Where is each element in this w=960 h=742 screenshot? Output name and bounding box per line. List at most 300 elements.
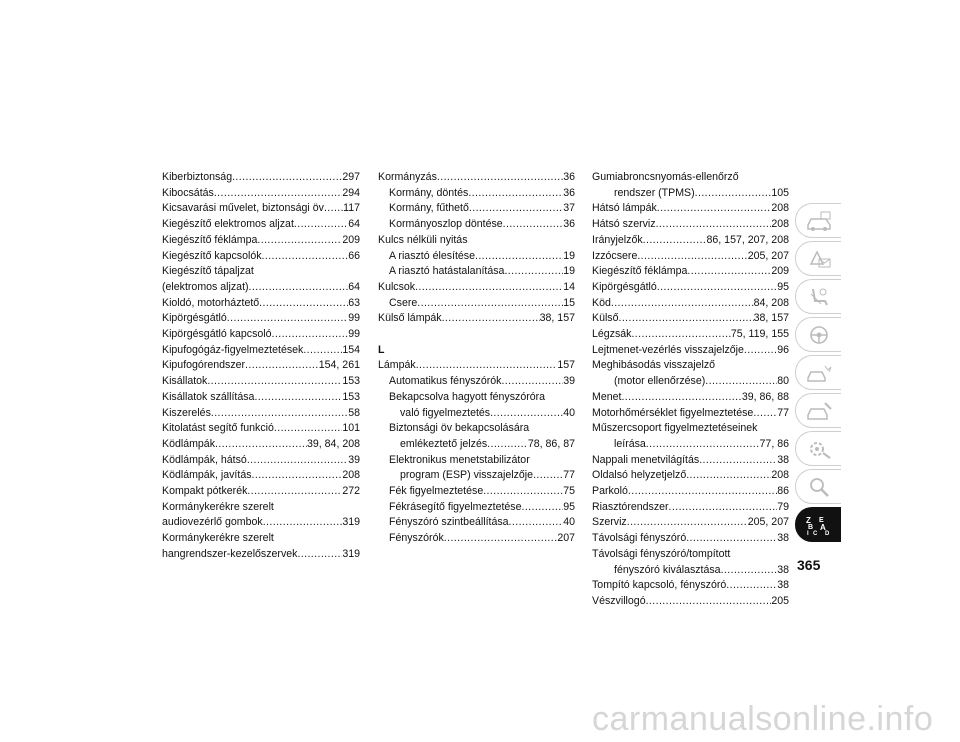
index-term: Külső	[592, 312, 619, 325]
index-entry	[378, 515, 575, 531]
page-reference[interactable]: 36	[563, 186, 575, 199]
index-term: Motorhőmérséklet figyelmeztetése	[592, 406, 754, 419]
index-term: Fényszóró szintbeállítása	[389, 516, 509, 529]
dot-leader	[257, 233, 342, 249]
page-reference[interactable]: 95	[563, 500, 575, 513]
index-entry	[592, 311, 789, 327]
index-term: Kulcsok	[378, 280, 416, 293]
page-reference[interactable]: 99	[348, 328, 360, 341]
tab-safety[interactable]	[795, 279, 841, 314]
page-reference[interactable]: 39	[563, 375, 575, 388]
dot-leader	[744, 343, 777, 359]
index-term: Kiegészítő féklámpa	[592, 265, 688, 278]
index-term: Kicsavarási művelet, biztonsági öv	[162, 202, 324, 215]
index-term: Kormányzás	[378, 171, 437, 183]
warning-envelope-icon	[805, 248, 833, 270]
page-reference[interactable]: 38	[777, 532, 789, 545]
page-reference[interactable]: 40	[563, 406, 575, 419]
dot-leader	[628, 484, 777, 500]
index-entry	[378, 296, 575, 312]
index-entry	[592, 437, 789, 453]
index-term: Kiberbiztonság	[162, 171, 233, 183]
index-entry	[592, 500, 789, 516]
page-reference[interactable]: 208	[771, 218, 789, 231]
index-entry	[378, 311, 575, 327]
index-entry	[378, 468, 575, 484]
svg-text:Z: Z	[805, 515, 811, 525]
dot-leader	[487, 437, 528, 453]
dot-leader	[686, 468, 771, 484]
index-entry: Elektronikus menetstabilizátor	[389, 453, 530, 466]
index-entry	[162, 374, 360, 390]
dot-leader	[753, 406, 777, 422]
dot-leader	[699, 453, 777, 469]
index-term: Kipörgésgátló kapcsoló	[162, 328, 272, 341]
index-entry	[378, 170, 575, 186]
page-reference[interactable]: 319	[342, 547, 360, 560]
dot-leader	[686, 531, 777, 547]
svg-text:D: D	[824, 530, 829, 536]
index-term: A riasztó élesítése	[389, 249, 475, 262]
index-term: Ködlámpák, hátsó	[162, 453, 247, 466]
index-term: Kibocsátás	[162, 186, 214, 199]
steering-wheel-icon	[805, 324, 833, 346]
dot-leader	[631, 327, 730, 343]
tab-index[interactable]	[795, 507, 841, 542]
dot-leader	[303, 343, 342, 359]
page-reference[interactable]: 58	[348, 406, 360, 419]
dot-leader	[611, 296, 754, 312]
index-entry	[592, 233, 789, 249]
index-term: Fékrásegítő figyelmeztetése	[389, 500, 522, 513]
index-entry	[162, 280, 360, 296]
dot-leader	[247, 484, 342, 500]
page-reference[interactable]: 117	[343, 202, 360, 215]
index-entry	[592, 249, 789, 265]
page-reference[interactable]: 78, 86, 87	[527, 437, 575, 450]
index-entry	[162, 468, 360, 484]
page-reference[interactable]: 205	[771, 594, 789, 607]
page-reference[interactable]: 208	[342, 469, 360, 482]
page-reference[interactable]: 209	[342, 233, 360, 246]
index-entry	[162, 233, 360, 249]
dot-leader	[232, 170, 342, 186]
dot-leader	[503, 217, 564, 233]
index-entry	[378, 280, 575, 296]
page-reference[interactable]: 86	[777, 485, 789, 498]
page-reference[interactable]: 36	[563, 218, 575, 231]
watermark: carmanualsonline.info	[592, 700, 934, 738]
dot-leader	[294, 217, 348, 233]
page-reference[interactable]: 38, 157	[753, 312, 789, 325]
tab-emergency[interactable]	[795, 355, 841, 390]
index-term: Fényszórók	[389, 532, 444, 545]
tab-service[interactable]	[795, 393, 841, 428]
page-reference[interactable]: 319	[342, 516, 360, 529]
page-reference[interactable]: 39	[348, 453, 360, 466]
index-entry	[592, 186, 789, 202]
index-term: audiovezérlő gombok	[162, 516, 263, 529]
dot-leader	[207, 374, 342, 390]
dot-leader	[627, 515, 748, 531]
index-entry: Gumiabroncsnyomás-ellenőrző	[592, 171, 739, 183]
index-term: Kipufogórendszer	[162, 359, 246, 372]
dot-leader	[254, 390, 342, 406]
index-term: Kipufogógáz-figyelmeztetések	[162, 343, 304, 356]
index-term: hangrendszer-kezelőszervek	[162, 547, 298, 560]
dot-leader	[415, 280, 563, 296]
index-term: Ködlámpák, javítás	[162, 469, 252, 482]
index-term: Köd	[592, 296, 611, 309]
seat-safety-icon	[805, 286, 833, 308]
index-term: Kormány, döntés	[389, 186, 469, 199]
index-entry	[378, 358, 575, 374]
index-entry	[162, 311, 360, 327]
index-term: A riasztó hatástalanítása	[389, 265, 505, 278]
index-entry	[162, 296, 360, 312]
page-reference[interactable]: 154, 261	[318, 359, 360, 372]
page-reference[interactable]: 77	[563, 469, 575, 482]
index-entry	[162, 201, 360, 217]
index-term: Szerviz	[592, 516, 627, 529]
page-reference[interactable]: 153	[342, 375, 360, 388]
index-entry: Kulcs nélküli nyitás	[378, 233, 468, 246]
index-term: emlékeztető jelzés	[400, 437, 488, 450]
index-entry: Kormánykerékre szerelt	[162, 500, 274, 513]
index-entry	[592, 468, 789, 484]
index-term: való figyelmeztetés	[400, 406, 491, 419]
index-entry: Műszercsoport figyelmeztetéseinek	[592, 422, 758, 435]
gear-wrench-icon	[805, 438, 833, 460]
index-term: Irányjelzők	[592, 233, 643, 246]
section-letter: L	[378, 343, 385, 356]
page-reference[interactable]: 19	[563, 249, 575, 262]
page-reference[interactable]: 205, 207	[747, 516, 789, 529]
index-entry	[378, 186, 575, 202]
page-reference[interactable]: 15	[563, 296, 575, 309]
tab-search[interactable]	[795, 469, 841, 504]
page-reference[interactable]: 84, 208	[753, 296, 789, 309]
index-term: Lejtmenet-vezérlés visszajelzője	[592, 343, 744, 356]
dot-leader	[483, 484, 563, 500]
index-entry	[378, 374, 575, 390]
tab-warnings[interactable]	[795, 241, 841, 276]
index-entry	[592, 217, 789, 233]
car-service-icon	[805, 400, 833, 422]
index-term: leírása	[614, 437, 646, 450]
page-reference[interactable]: 40	[563, 516, 575, 529]
index-term: Külső lámpák	[378, 312, 442, 325]
page-reference[interactable]: 154	[342, 343, 360, 356]
index-entry: Kormánykerékre szerelt	[162, 532, 274, 545]
index-entry	[162, 327, 360, 343]
page-reference[interactable]: 39, 84, 208	[306, 437, 360, 450]
index-term: Ködlámpák	[162, 437, 215, 450]
index-term: Kiszerelés	[162, 406, 211, 419]
page-reference[interactable]: 75	[563, 485, 575, 498]
index-term: Lámpák	[378, 359, 416, 372]
page-reference[interactable]: 39, 86, 88	[741, 390, 789, 403]
page-reference[interactable]: 297	[342, 171, 360, 183]
index-term: Kipörgésgátló	[162, 312, 227, 325]
dot-leader	[263, 515, 343, 531]
dot-leader	[416, 358, 558, 374]
dot-leader	[227, 311, 348, 327]
dot-leader	[468, 186, 563, 202]
dot-leader	[262, 249, 349, 265]
page-reference[interactable]: 294	[342, 186, 360, 199]
dot-leader	[669, 500, 778, 516]
index-term: program (ESP) visszajelzője	[400, 469, 534, 482]
index-entry	[162, 547, 360, 563]
index-entry	[378, 406, 575, 422]
index-entry	[162, 186, 360, 202]
dot-leader	[695, 186, 772, 202]
index-term: fényszóró kiválasztása	[614, 563, 721, 576]
dot-leader	[214, 186, 342, 202]
index-entry	[592, 280, 789, 296]
index-entry	[378, 217, 575, 233]
index-entry	[162, 421, 360, 437]
index-entry	[162, 358, 360, 374]
index-term: Nappali menetvilágítás	[592, 453, 700, 466]
svg-text:A: A	[819, 522, 826, 532]
index-entry	[378, 437, 575, 453]
page-reference[interactable]: 157	[557, 359, 575, 372]
dot-leader	[247, 453, 348, 469]
index-entry	[592, 390, 789, 406]
index-entry	[162, 437, 360, 453]
index-entry	[592, 406, 789, 422]
svg-text:E: E	[818, 516, 824, 524]
dot-leader	[646, 437, 760, 453]
dot-leader	[252, 468, 343, 484]
page-reference[interactable]: 207	[557, 532, 575, 545]
index-term: Kisállatok szállítása	[162, 390, 255, 403]
index-entry	[162, 484, 360, 500]
page-reference[interactable]: 99	[348, 312, 360, 325]
index-term: Távolsági fényszóró	[592, 532, 687, 545]
index-term: rendszer (TPMS)	[614, 186, 695, 199]
index-column-3	[592, 170, 789, 610]
index-entry	[592, 484, 789, 500]
dot-leader	[619, 311, 754, 327]
svg-text:B: B	[807, 523, 813, 531]
page-reference[interactable]: 153	[342, 390, 360, 403]
page-reference[interactable]: 38, 157	[539, 312, 575, 325]
dot-leader	[501, 374, 563, 390]
dot-leader	[274, 421, 342, 437]
dot-leader	[643, 233, 707, 249]
index-entry	[162, 343, 360, 359]
index-term: Automatikus fényszórók	[389, 375, 502, 388]
index-term: Oldalsó helyzetjelző	[592, 469, 687, 482]
index-term: Fék figyelmeztetése	[389, 485, 484, 498]
index-entry: Biztonsági öv bekapcsolására	[389, 422, 530, 435]
page-reference[interactable]: 86, 157, 207, 208	[706, 233, 789, 246]
index-entry	[162, 453, 360, 469]
dot-leader	[657, 201, 772, 217]
index-term: Parkoló	[592, 485, 628, 498]
page-reference[interactable]: 105	[771, 186, 789, 199]
dot-leader	[475, 249, 563, 265]
index-entry	[592, 343, 789, 359]
index-term: Hátsó szerviz	[592, 218, 656, 231]
index-column-1	[162, 170, 360, 563]
index-term: Riasztórendszer	[592, 500, 669, 513]
page-reference[interactable]: 14	[563, 280, 575, 293]
page-reference[interactable]: 79	[777, 500, 789, 513]
page-reference[interactable]: 66	[348, 249, 360, 262]
index-entry	[592, 296, 789, 312]
index-entry	[378, 264, 575, 280]
dot-leader	[324, 201, 343, 217]
dot-leader	[297, 547, 342, 563]
svg-text:C: C	[812, 530, 817, 536]
page-reference[interactable]: 208	[771, 202, 789, 215]
index-term: Kipörgésgátló	[592, 280, 657, 293]
dot-leader	[657, 280, 777, 296]
dot-leader	[509, 515, 564, 531]
magnifier-icon	[805, 476, 833, 498]
dot-leader	[687, 264, 771, 280]
dot-leader	[417, 296, 563, 312]
section-tabs	[795, 203, 841, 545]
page-reference[interactable]: 95	[777, 280, 789, 293]
dot-leader	[721, 563, 778, 579]
index-entry: Meghibásodás visszajelző	[592, 359, 716, 372]
dot-leader	[272, 327, 349, 343]
page-reference[interactable]: 209	[771, 265, 789, 278]
page-reference[interactable]: 38	[777, 453, 789, 466]
index-entry	[378, 201, 575, 217]
index-entry	[162, 170, 360, 186]
page-reference[interactable]: 19	[563, 265, 575, 278]
dot-leader	[442, 311, 540, 327]
index-term: (elektromos aljzat)	[162, 280, 249, 293]
dot-leader	[444, 531, 558, 547]
index-entry	[592, 453, 789, 469]
dot-leader	[490, 406, 563, 422]
page-reference[interactable]: 208	[771, 469, 789, 482]
index-term: Tompító kapcsoló, fényszóró	[592, 579, 727, 592]
index-entry	[162, 217, 360, 233]
index-term: Légzsák	[592, 328, 632, 341]
index-column-2	[378, 170, 575, 547]
page-reference[interactable]: 205, 207	[747, 249, 789, 262]
page-reference[interactable]: 80	[777, 375, 789, 388]
index-term: Kisállatok	[162, 375, 208, 388]
dot-leader	[705, 374, 777, 390]
page-reference[interactable]: 64	[348, 218, 360, 231]
tab-car-info[interactable]	[795, 203, 841, 238]
dot-leader	[521, 500, 563, 516]
page-reference[interactable]: 63	[348, 296, 360, 309]
page-reference[interactable]: 36	[563, 171, 575, 183]
index-term: Kitolatást segítő funkció	[162, 422, 274, 435]
page-reference[interactable]: 272	[342, 485, 360, 498]
page-reference[interactable]: 77	[777, 406, 789, 419]
dot-leader	[469, 201, 563, 217]
section-gap	[378, 327, 575, 343]
index-term: Izzócsere	[592, 249, 638, 262]
index-entry	[592, 515, 789, 531]
index-entry	[162, 390, 360, 406]
index-entry	[378, 500, 575, 516]
index-term: Kormány, fűthető	[389, 202, 469, 215]
dot-leader	[211, 406, 348, 422]
dot-leader	[726, 578, 777, 594]
tab-driving[interactable]	[795, 317, 841, 352]
index-entry	[162, 515, 360, 531]
index-entry	[378, 249, 575, 265]
dot-leader	[533, 468, 563, 484]
index-letters-icon	[805, 514, 833, 536]
index-term: Kiegészítő elektromos aljzat	[162, 218, 294, 231]
index-entry: Távolsági fényszóró/tompított	[592, 547, 731, 560]
index-term: (motor ellenőrzése)	[614, 375, 706, 388]
index-term: Kompakt pótkerék	[162, 485, 248, 498]
index-entry	[378, 484, 575, 500]
dot-leader	[637, 249, 747, 265]
dot-leader	[437, 170, 563, 186]
car-crash-icon	[805, 362, 833, 384]
index-entry: Kiegészítő tápaljzat	[162, 265, 254, 278]
page-reference[interactable]: 77, 86	[759, 437, 789, 450]
index-term: Kormányoszlop döntése	[389, 218, 503, 231]
index-entry	[592, 201, 789, 217]
index-entry	[592, 374, 789, 390]
index-entry	[162, 406, 360, 422]
dot-leader	[249, 280, 349, 296]
dot-leader	[259, 296, 348, 312]
page-reference[interactable]: 75, 119, 155	[730, 328, 789, 341]
index-term: Kioldó, motorháztető	[162, 296, 260, 309]
index-entry: Bekapcsolva hagyott fényszóróra	[389, 390, 546, 403]
dot-leader	[245, 358, 319, 374]
dot-leader	[656, 217, 772, 233]
index-term: Csere	[389, 296, 418, 309]
svg-text:I: I	[806, 530, 809, 536]
index-entry	[378, 531, 575, 547]
page-reference[interactable]: 38	[777, 563, 789, 576]
dot-leader	[621, 390, 741, 406]
dot-leader	[215, 437, 307, 453]
tab-technical[interactable]	[795, 431, 841, 466]
index-entry	[592, 594, 789, 610]
dot-leader	[504, 264, 563, 280]
page-reference[interactable]: 96	[777, 343, 789, 356]
index-entry	[592, 531, 789, 547]
index-entry	[592, 264, 789, 280]
index-term: Vészvillogó	[592, 594, 646, 607]
car-info-icon	[805, 210, 833, 232]
index-term: Kiegészítő féklámpa	[162, 233, 258, 246]
dot-leader	[646, 594, 772, 610]
index-entry	[592, 563, 789, 579]
page-reference[interactable]: 64	[348, 280, 360, 293]
index-term: Kiegészítő kapcsolók	[162, 249, 262, 262]
index-entry	[162, 249, 360, 265]
index-entry	[592, 578, 789, 594]
page-reference[interactable]: 101	[342, 422, 360, 435]
index-entry	[592, 327, 789, 343]
page-reference[interactable]: 37	[563, 202, 575, 215]
index-term: Hátsó lámpák	[592, 202, 657, 215]
page-number: 365	[797, 557, 821, 573]
page-reference[interactable]: 38	[777, 579, 789, 592]
index-term: Menet	[592, 390, 622, 403]
